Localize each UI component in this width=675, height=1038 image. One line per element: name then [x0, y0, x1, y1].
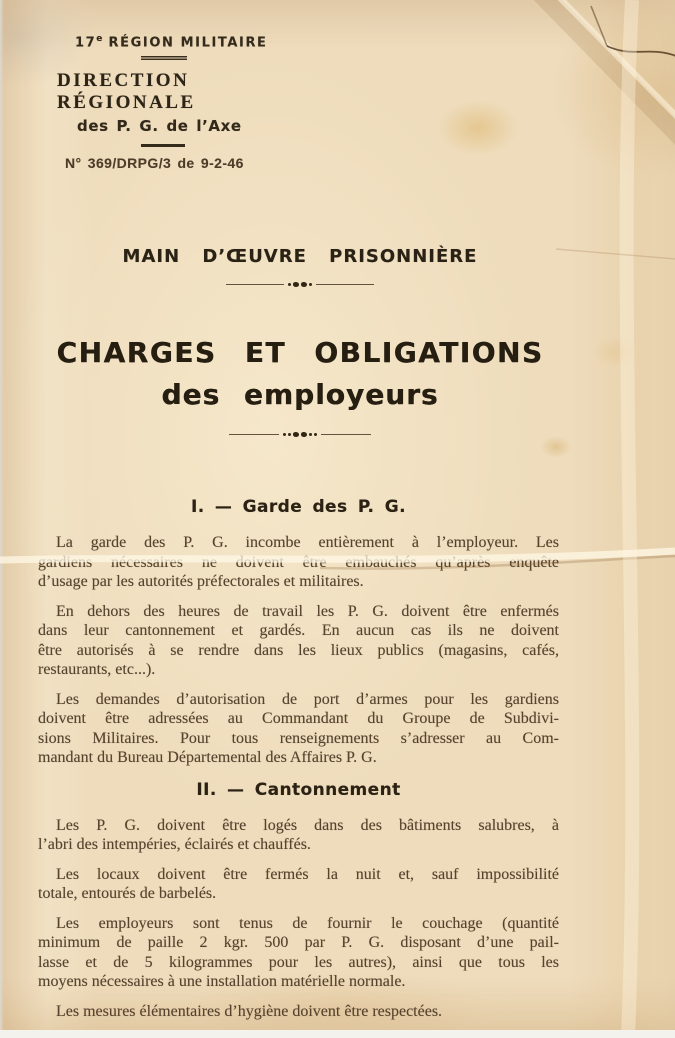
- direction-subtitle: des P. G. de l’Axe: [77, 117, 242, 136]
- subject-block: [38, 246, 562, 287]
- text-line: Les mesures élémentaires d’hygiène doivent être respectées.: [56, 1002, 443, 1020]
- ornament-divider: [229, 432, 371, 437]
- divider-line: [226, 284, 284, 285]
- text-line: l’abri des intempéries, éclairés et chauffés.: [38, 836, 311, 853]
- header-rule: [141, 56, 187, 60]
- text-line: doivent être adressées au Commandant du Groupe de Subdivi-: [38, 710, 559, 727]
- main-title-line2: des employeurs: [161, 378, 439, 411]
- title-block: [30, 336, 570, 437]
- subject-title: MAIN D’ŒUVRE PRISONNIÈRE: [122, 246, 478, 267]
- text-line: moyens nécessaires à une installation matérielle normale.: [38, 973, 406, 990]
- header-rule: [141, 144, 185, 147]
- scan-edge-bottom: [0, 1030, 675, 1038]
- text-line: minimum de paille 2 kgr. 500 par P. G. disposant d’une pail-: [38, 934, 559, 951]
- text-line: mandant du Bureau Départemental des Affaires P. G.: [38, 749, 377, 766]
- text-line: totale, entourés de barbelés.: [38, 885, 217, 902]
- paragraph: [38, 1002, 559, 1022]
- direction-title: DIRECTION RÉGIONALE: [57, 70, 196, 114]
- text-line: dans leur cantonnement et gardés. En aucun cas ils ne doivent: [38, 622, 559, 639]
- paragraph: [38, 602, 559, 680]
- text-line: restaurants, etc...).: [38, 661, 156, 678]
- divider-ornament: [283, 432, 317, 437]
- text-line: Les demandes d’autorisation de port d’armes pour les gardiens: [56, 690, 559, 708]
- text-line: d’usage par les autorités préfectorales et militaires.: [38, 573, 364, 590]
- text-line: La garde des P. G. incombe entièrement à l’employeur. Les: [56, 534, 559, 551]
- text-line: Les employeurs sont tenus de fournir le couchage (quantité: [56, 914, 559, 932]
- divider-ornament: [288, 282, 312, 287]
- reference-number: N° 369/DRPG/3 de 9-2-46: [65, 154, 244, 171]
- paragraph: [38, 865, 559, 904]
- divider-line: [316, 284, 374, 285]
- main-title-line1: CHARGES ET OBLIGATIONS: [56, 336, 544, 369]
- scan-edge-left: [0, 0, 4, 1038]
- text-line: Les P. G. doivent être logés dans des bâtiments salubres, à: [56, 816, 559, 834]
- section-heading: II. — Cantonnement: [196, 779, 401, 800]
- divider-line: [321, 434, 371, 435]
- paragraph: [38, 690, 559, 768]
- text-line: gardiens nécessaires ne doivent être embauchés qu’après enquête: [38, 553, 559, 571]
- paragraph: [38, 533, 559, 592]
- paragraph: [38, 914, 559, 992]
- region-title: 17e RÉGION MILITAIRE: [75, 34, 268, 51]
- section-heading: I. — Garde des P. G.: [191, 497, 406, 517]
- text-line: sions Militaires. Pour tous renseignements s’adresser au Com-: [38, 729, 559, 747]
- text-line: lasse et de 5 kilogrammes pour les autres), ainsi que tous les: [38, 953, 559, 971]
- divider-line: [229, 434, 279, 435]
- paragraph: [38, 816, 559, 855]
- text-line: être autorisés à se rendre dans les lieux publics (magasins, cafés,: [38, 641, 559, 659]
- document-body: [38, 497, 559, 1031]
- letterhead: [57, 34, 327, 171]
- text-line: Les locaux doivent être fermés la nuit et, sauf impossibilité: [56, 865, 559, 883]
- text-line: En dehors des heures de travail les P. G. doivent être enfermés: [56, 602, 559, 620]
- ornament-divider: [225, 282, 375, 287]
